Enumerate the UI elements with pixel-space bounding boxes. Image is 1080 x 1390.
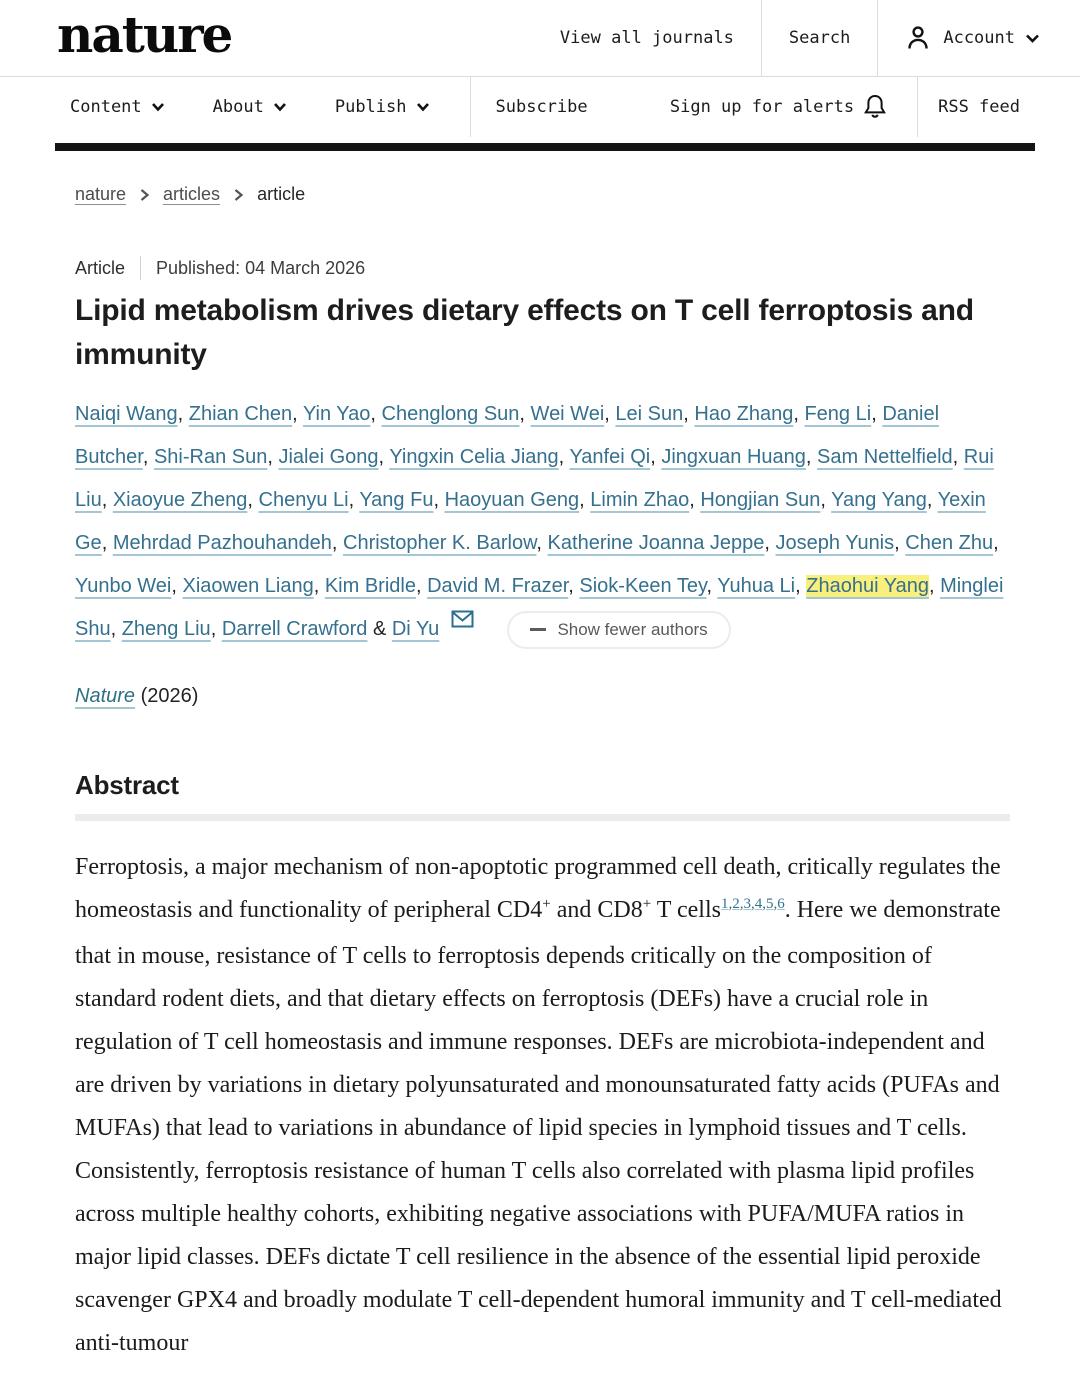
article-page — [0, 184, 1080, 1365]
nav-alerts-label: Sign up for alerts — [669, 97, 855, 117]
view-all-journals-link[interactable] — [533, 0, 761, 76]
nav-subscribe[interactable] — [496, 97, 588, 117]
author-list — [75, 393, 1010, 651]
article-meta — [75, 256, 1010, 280]
nav-content[interactable] — [70, 97, 165, 117]
author-link[interactable]: Jingxuan Huang — [661, 446, 806, 468]
chevron-down-icon — [151, 102, 165, 112]
nav-rss-label: RSS feed — [938, 97, 1020, 117]
abstract-section — [75, 770, 1010, 1365]
nature-logo[interactable]: nature — [57, 5, 232, 64]
author-link[interactable]: Yingxin Celia Jiang — [389, 446, 559, 468]
author-link[interactable]: Naiqi Wang — [75, 403, 178, 425]
author-link[interactable]: Di Yu — [391, 618, 440, 640]
author-link[interactable]: Minglei Shu — [75, 575, 1004, 640]
nav-about[interactable] — [213, 97, 287, 117]
author-link[interactable]: Feng Li — [804, 403, 872, 425]
author-link[interactable]: Yin Yao — [302, 403, 371, 425]
author-link[interactable]: Zhian Chen — [188, 403, 293, 425]
author-link[interactable]: Chenglong Sun — [381, 403, 520, 425]
author-link[interactable]: Xiaoyue Zheng — [112, 489, 248, 511]
reference-link[interactable]: 1 — [720, 896, 729, 912]
author-link[interactable]: Darrell Crawford — [221, 618, 368, 640]
email-envelope-icon[interactable] — [451, 610, 474, 628]
author-link[interactable]: Rui Liu — [75, 446, 994, 511]
nav-about-label: About — [212, 97, 264, 117]
author-link[interactable]: Mehrdad Pazhouhandeh — [112, 532, 332, 554]
header-accent-bar — [55, 143, 1035, 151]
nav-publish[interactable] — [335, 97, 430, 117]
article-type-label: Article — [75, 257, 126, 278]
author-link[interactable]: Shi-Ran Sun — [153, 446, 268, 468]
breadcrumb — [75, 184, 1010, 205]
search-link[interactable] — [761, 0, 877, 76]
author-link[interactable]: Limin Zhao — [590, 489, 690, 511]
abstract-text: Ferroptosis, a major mechanism of non-apoptotic programmed cell death, critically regulates the homeostasis and functionality of peripheral CD4+ and CD8+ T cells$^{1,2,3,4,5,6}$. Here we demonstrate that in mouse, resistance of T cells to ferroptosis depends critically on the composition of standard rodent diets, and that dietary effects on ferroptosis (DEFs) have a crucial role in regulation of T cell homeostasis and immune responses. DEFs are microbiota-independent and are driven by variations in dietary polyunsaturated and monounsaturated fatty acids (PUFAs and MUFAs) that lead to variations in abundance of lipid species in lymphoid tissues and T cells. Consistently, ferroptosis resistance of human T cells also correlated with plasma lipid profiles across multiple healthy cohorts, exhibiting negative associations with PUFA/MUFA ratios in major lipid classes. DEFs dictate T cell resilience in the absence of the essential lipid peroxide scavenger GPX4 and broadly modulate T cell-dependent humoral immunity and T cell-mediated anti-tumour — [75, 854, 1002, 1356]
nav-divider — [470, 77, 471, 137]
nav-rss-feed[interactable] — [938, 97, 1020, 117]
header-top-links — [533, 0, 1080, 76]
show-fewer-label: Show fewer authors — [557, 619, 708, 639]
author-link[interactable]: Yexin Ge — [75, 489, 986, 554]
reference-link[interactable]: 4 — [754, 896, 763, 912]
view-all-journals-label: View all journals — [559, 28, 734, 48]
account-label: Account — [943, 28, 1015, 48]
author-link[interactable]: Katherine Joanna Jeppe — [547, 532, 765, 554]
author-link[interactable]: Wei Wei — [530, 403, 605, 425]
published-date: Published: 04 March 2026 — [156, 257, 366, 278]
author-link[interactable]: Hao Zhang — [694, 403, 794, 425]
reference-link[interactable]: 5 — [765, 896, 774, 912]
breadcrumb-nature-link[interactable]: nature — [75, 184, 127, 204]
reference-links: 1,2,3,4,5,6 — [720, 896, 785, 912]
author-link[interactable]: Yunbo Wei — [75, 575, 172, 597]
author-link[interactable]: Zhaohui Yang — [806, 575, 929, 597]
nav-content-label: Content — [70, 97, 142, 117]
author-link[interactable]: Chen Zhu — [905, 532, 994, 554]
author-link[interactable]: Yang Yang — [831, 489, 927, 511]
authors-inline: Naiqi Wang, Zhian Chen, Yin Yao, Chenglong Sun, Wei Wei, Lei Sun, Hao Zhang, Feng Li, Daniel Butcher, Shi-Ran Sun, Jialei Gong, Yingxin Celia Jiang, Yanfei Qi, Jingxuan Huang, Sam Nettelfield, Rui Liu, Xiaoyue Zheng, Chenyu Li, Yang Fu, Haoyuan Geng, Limin Zhao, Hongjian Sun, Yang Yang, Yexin Ge, Mehrdad Pazhouhandeh, Christopher K. Barlow, Katherine Joanna Jeppe, Joseph Yunis, Chen Zhu, Yunbo Wei, Xiaowen Liang, Kim Bridle, David M. Frazer, Siok-Keen Tey, Yuhua Li, Zhaohui Yang, Minglei Shu, Zheng Liu, Darrell Crawford & Di Yu — [75, 403, 1004, 640]
bell-icon — [863, 93, 887, 121]
chevron-right-icon — [139, 188, 150, 202]
author-link[interactable]: David M. Frazer — [427, 575, 569, 597]
author-link[interactable]: Xiaowen Liang — [182, 575, 314, 597]
author-link[interactable]: Daniel Butcher — [75, 403, 940, 468]
show-fewer-authors-button[interactable] — [507, 611, 730, 649]
author-link[interactable]: Siok-Keen Tey — [579, 575, 707, 597]
nav-divider — [917, 77, 918, 137]
nav-publish-label: Publish — [334, 97, 407, 117]
author-link[interactable]: Zheng Liu — [121, 618, 211, 640]
reference-link[interactable]: 2 — [732, 896, 740, 912]
superscript-plus: + — [642, 896, 652, 912]
author-link[interactable]: Kim Bridle — [324, 575, 416, 597]
meta-divider — [140, 256, 141, 280]
chevron-down-icon — [1025, 33, 1040, 44]
reference-link[interactable]: 3 — [743, 896, 751, 912]
breadcrumb-current: article — [257, 184, 306, 204]
header-nav-row — [0, 77, 1080, 137]
header-top-row — [0, 0, 1080, 77]
abstract-divider — [75, 814, 1010, 821]
journal-link[interactable]: Nature — [75, 685, 136, 707]
author-link[interactable]: Yanfei Qi — [569, 446, 651, 468]
author-link[interactable]: Yuhua Li — [717, 575, 796, 597]
person-icon — [905, 24, 931, 52]
nav-subscribe-label: Subscribe — [495, 97, 588, 117]
author-link[interactable]: Sam Nettelfield — [817, 446, 953, 468]
journal-citation — [75, 685, 1010, 708]
journal-year: (2026) — [140, 685, 199, 707]
author-link[interactable]: Christopher K. Barlow — [343, 532, 537, 554]
reference-link[interactable]: 6 — [777, 896, 785, 912]
author-link[interactable]: Lei Sun — [615, 403, 684, 425]
chevron-down-icon — [416, 102, 430, 112]
account-menu[interactable] — [877, 0, 1080, 76]
chevron-down-icon — [273, 102, 287, 112]
chevron-right-icon — [233, 188, 244, 202]
author-link[interactable]: Yang Fu — [359, 489, 434, 511]
site-header — [0, 0, 1080, 151]
page-title: Lipid metabolism drives dietary effects on T cell ferroptosis and immunity — [75, 294, 974, 371]
superscript-plus: + — [542, 896, 551, 912]
nav-sign-up-for-alerts[interactable] — [670, 93, 887, 121]
author-link[interactable]: Jialei Gong — [278, 446, 379, 468]
author-link[interactable]: Joseph Yunis — [775, 532, 895, 554]
author-link[interactable]: Chenyu Li — [258, 489, 349, 511]
abstract-heading: Abstract — [75, 770, 179, 800]
search-label: Search — [788, 28, 851, 48]
breadcrumb-articles-link[interactable]: articles — [163, 184, 221, 204]
author-link[interactable]: Haoyuan Geng — [444, 489, 580, 511]
minus-icon — [530, 628, 546, 631]
author-link[interactable]: Hongjian Sun — [700, 489, 821, 511]
